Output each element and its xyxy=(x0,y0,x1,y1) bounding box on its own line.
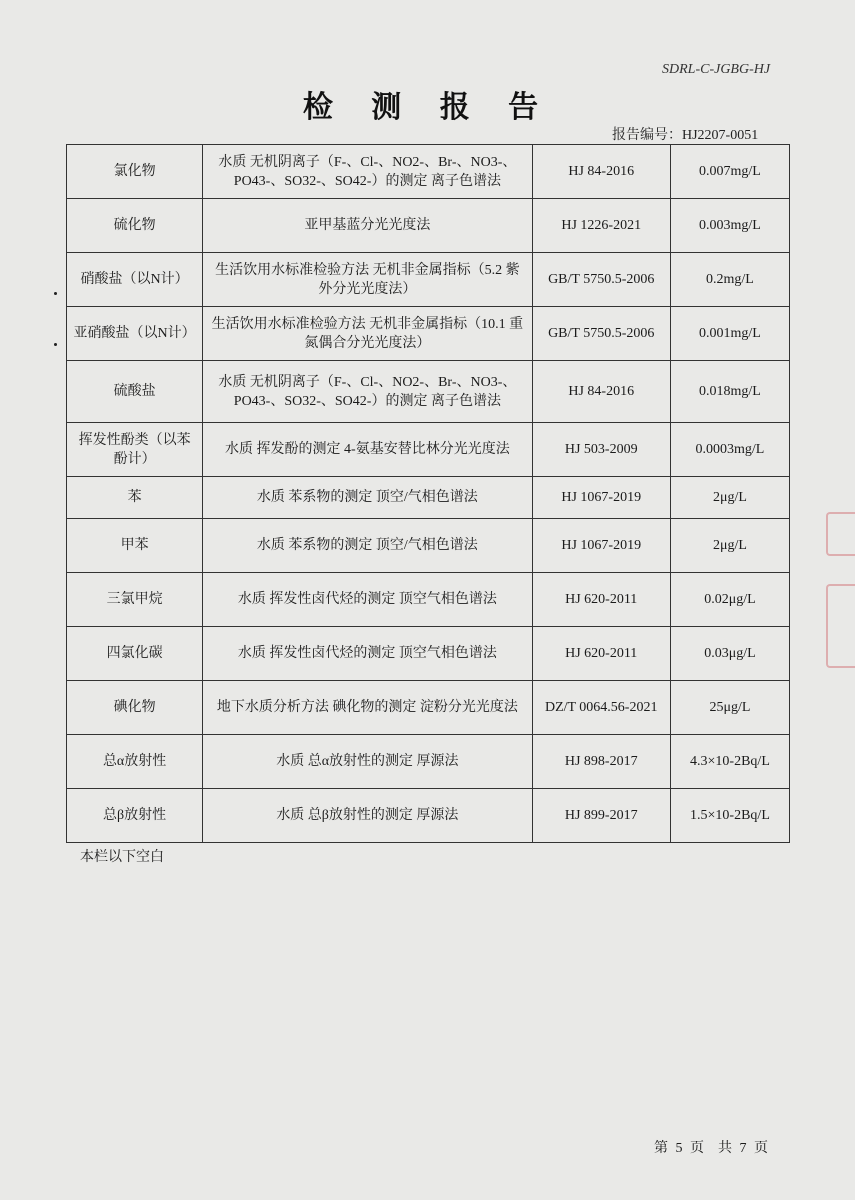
standard-code: HJ 620-2011 xyxy=(532,573,670,627)
standard-code: HJ 1067-2019 xyxy=(532,477,670,519)
method-name: 水质 挥发性卤代烃的测定 顶空气相色谱法 xyxy=(203,573,532,627)
table-row xyxy=(67,627,790,681)
standard-code: HJ 503-2009 xyxy=(532,423,670,477)
method-name: 水质 挥发性卤代烃的测定 顶空气相色谱法 xyxy=(203,627,532,681)
table-row xyxy=(67,789,790,843)
standard-code: HJ 1067-2019 xyxy=(532,519,670,573)
method-name: 生活饮用水标准检验方法 无机非金属指标（10.1 重氮偶合分光光度法） xyxy=(203,307,532,361)
margin-mark xyxy=(54,292,57,295)
method-name: 亚甲基蓝分光光度法 xyxy=(203,199,532,253)
table-row xyxy=(67,307,790,361)
detection-limit: 0.003mg/L xyxy=(670,199,789,253)
margin-mark xyxy=(54,343,57,346)
standard-code: HJ 899-2017 xyxy=(532,789,670,843)
detection-limit: 4.3×10-2Bq/L xyxy=(670,735,789,789)
item-name: 挥发性酚类（以苯酚计） xyxy=(67,423,203,477)
standard-code: HJ 84-2016 xyxy=(532,145,670,199)
table-row xyxy=(67,199,790,253)
standard-code: HJ 898-2017 xyxy=(532,735,670,789)
method-name: 水质 无机阴离子（F-、Cl-、NO2-、Br-、NO3-、PO43-、SO32-、SO42-）的测定 离子色谱法 xyxy=(203,145,532,199)
detection-limit: 0.007mg/L xyxy=(670,145,789,199)
standard-code: GB/T 5750.5-2006 xyxy=(532,307,670,361)
document-code: SDRL-C-JGBG-HJ xyxy=(662,62,771,77)
item-name: 四氯化碳 xyxy=(67,627,203,681)
method-name: 生活饮用水标准检验方法 无机非金属指标（5.2 紫外分光光度法） xyxy=(203,253,532,307)
method-name: 水质 苯系物的测定 顶空/气相色谱法 xyxy=(203,477,532,519)
detection-limit: 1.5×10-2Bq/L xyxy=(670,789,789,843)
method-name: 水质 苯系物的测定 顶空/气相色谱法 xyxy=(203,519,532,573)
item-name: 氯化物 xyxy=(67,145,203,199)
standard-code: GB/T 5750.5-2006 xyxy=(532,253,670,307)
item-name: 硫酸盐 xyxy=(67,361,203,423)
standard-code: HJ 620-2011 xyxy=(532,627,670,681)
results-table xyxy=(66,144,790,843)
report-title: 检 测 报 告 xyxy=(302,90,553,125)
method-name: 水质 无机阴离子（F-、Cl-、NO2-、Br-、NO3-、PO43-、SO32-、SO42-）的测定 离子色谱法 xyxy=(203,361,532,423)
detection-limit: 0.0003mg/L xyxy=(670,423,789,477)
table-row xyxy=(67,573,790,627)
detection-limit: 0.03μg/L xyxy=(670,627,789,681)
seal-fragment xyxy=(826,584,855,668)
detection-limit: 25μg/L xyxy=(670,681,789,735)
item-name: 硝酸盐（以N计） xyxy=(67,253,203,307)
item-name: 亚硝酸盐（以N计） xyxy=(67,307,203,361)
item-name: 总α放射性 xyxy=(67,735,203,789)
method-name: 地下水质分析方法 碘化物的测定 淀粉分光光度法 xyxy=(203,681,532,735)
page-number: 第 5 页 共 7 页 xyxy=(654,1141,768,1156)
detection-limit: 2μg/L xyxy=(670,519,789,573)
item-name: 三氯甲烷 xyxy=(67,573,203,627)
item-name: 总β放射性 xyxy=(67,789,203,843)
detection-limit: 0.2mg/L xyxy=(670,253,789,307)
method-name: 水质 总α放射性的测定 厚源法 xyxy=(203,735,532,789)
table-row xyxy=(67,361,790,423)
table-row xyxy=(67,423,790,477)
item-name: 苯 xyxy=(67,477,203,519)
detection-limit: 2μg/L xyxy=(670,477,789,519)
detection-limit: 0.018mg/L xyxy=(670,361,789,423)
method-name: 水质 挥发酚的测定 4-氨基安替比林分光光度法 xyxy=(203,423,532,477)
blank-below-note: 本栏以下空白 xyxy=(80,850,164,865)
item-name: 硫化物 xyxy=(67,199,203,253)
method-name: 水质 总β放射性的测定 厚源法 xyxy=(203,789,532,843)
detection-limit: 0.02μg/L xyxy=(670,573,789,627)
standard-code: HJ 84-2016 xyxy=(532,361,670,423)
detection-limit: 0.001mg/L xyxy=(670,307,789,361)
standard-code: DZ/T 0064.56-2021 xyxy=(532,681,670,735)
seal-fragment xyxy=(826,512,855,556)
table-row xyxy=(67,477,790,519)
item-name: 碘化物 xyxy=(67,681,203,735)
table-row xyxy=(67,519,790,573)
standard-code: HJ 1226-2021 xyxy=(532,199,670,253)
report-number: 报告编号：HJ2207-0051 xyxy=(612,128,759,143)
table-row xyxy=(67,253,790,307)
table-row xyxy=(67,145,790,199)
table-row xyxy=(67,735,790,789)
item-name: 甲苯 xyxy=(67,519,203,573)
table-row xyxy=(67,681,790,735)
